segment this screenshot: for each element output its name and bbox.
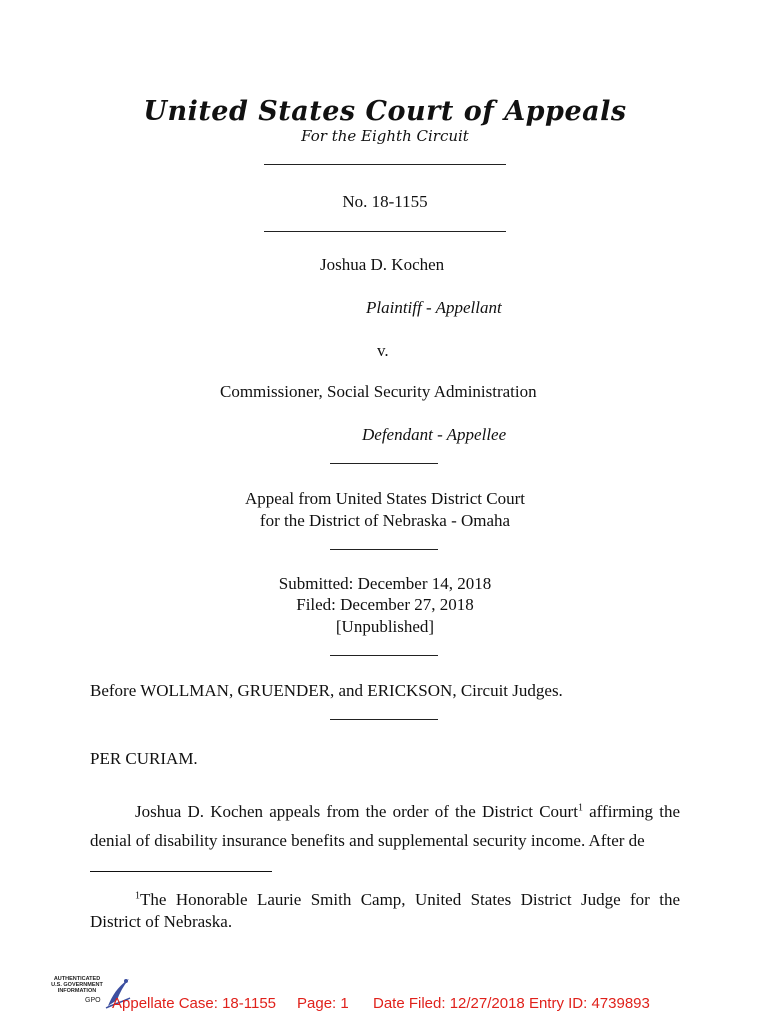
court-title: United States Court of Appeals bbox=[143, 96, 627, 127]
publication-status: [Unpublished] bbox=[335, 617, 435, 636]
filed-date: Filed: December 27, 2018 bbox=[296, 595, 474, 614]
per-curiam-heading: PER CURIAM. bbox=[90, 749, 198, 768]
footnote-line-1 bbox=[90, 889, 680, 911]
submitted-date: Submitted: December 14, 2018 bbox=[278, 574, 492, 593]
appeal-line2: for the District of Nebraska - Omaha bbox=[259, 511, 511, 530]
plaintiff-name: Joshua D. Kochen bbox=[320, 255, 445, 274]
gpo-text: AUTHENTICATED U.S. GOVERNMENT INFORMATION bbox=[51, 976, 103, 994]
footer-page: Page: 1 bbox=[297, 995, 349, 1012]
versus: v. bbox=[377, 341, 389, 360]
footnote-ref: 1 bbox=[577, 802, 583, 814]
opinion-text: affirming the bbox=[582, 802, 680, 821]
footnote bbox=[90, 889, 680, 933]
footer-date-filed: Date Filed: 12/27/2018 Entry ID: 4739893 bbox=[373, 995, 650, 1012]
opinion-line-1 bbox=[90, 797, 680, 826]
defendant-name: Commissioner, Social Security Administration bbox=[220, 382, 537, 401]
divider bbox=[264, 164, 506, 165]
footer-case: Appellate Case: 18-1155 bbox=[112, 995, 277, 1012]
panel-judges: Before WOLLMAN, GRUENDER, and ERICKSON, Circuit Judges. bbox=[90, 681, 563, 700]
divider bbox=[330, 463, 438, 464]
opinion-paragraph bbox=[90, 797, 680, 855]
footnote-text: The Honorable Laurie Smith Camp, United States District Judge for the bbox=[140, 890, 680, 909]
divider bbox=[330, 655, 438, 656]
case-number: No. 18-1155 bbox=[342, 192, 428, 211]
plaintiff-role: Plaintiff - Appellant bbox=[366, 298, 502, 317]
footnote-separator bbox=[90, 871, 272, 872]
divider bbox=[330, 719, 438, 720]
defendant-role: Defendant - Appellee bbox=[362, 425, 507, 444]
footnote-marker: 1 bbox=[135, 890, 140, 902]
divider bbox=[264, 231, 506, 232]
opinion-line-2: denial of disability insurance benefits and supplemental security income. After de bbox=[90, 831, 645, 850]
gpo-mark: GPO bbox=[85, 997, 101, 1004]
divider bbox=[330, 549, 438, 550]
opinion-text: Joshua D. Kochen appeals from the order of the District Court bbox=[135, 802, 578, 821]
court-subtitle: For the Eighth Circuit bbox=[301, 127, 469, 145]
footnote-line-2: District of Nebraska. bbox=[90, 912, 233, 931]
appeal-line1: Appeal from United States District Court bbox=[245, 489, 525, 508]
